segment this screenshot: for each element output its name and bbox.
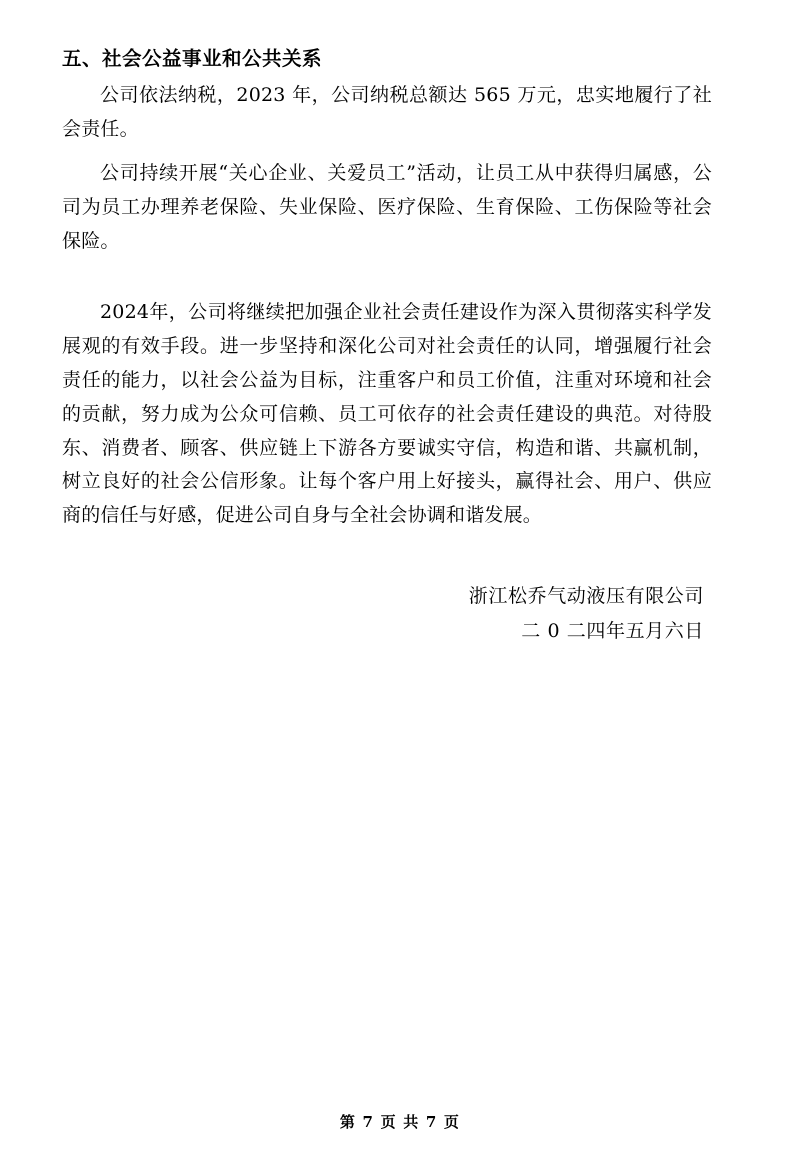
signature-block — [62, 579, 712, 649]
paragraph-outlook-2024: 2024年，公司将继续把加强企业社会责任建设作为深入贯彻落实科学发展观的有效手段。进一步坚持和深化公司对社会责任的认同，增强履行社会责任的能力，以社会公益为目标，注重客户和员工价值，注重对环境和社会的贡献，努力成为公众可信赖、员工可依存的社会责任建设的典范。对待股东、消费者、顾客、供应链上下游各方要诚实守信，构造和谐、共赢机制，树立良好的社会公信形象。让每个客户用上好接头，赢得社会、用户、供应商的信任与好感，促进公司自身与全社会协调和谐发展。 — [62, 301, 712, 527]
section-heading: 五、社会公益事业和公共关系 — [62, 47, 323, 70]
section-spacer — [62, 258, 712, 296]
page-footer: 第 7 页 共 7 页 — [339, 1113, 461, 1131]
paragraph-tax: 公司依法纳税，2023 年，公司纳税总额达 565 万元，忠实地履行了社会责任。 — [62, 84, 712, 141]
paragraph-employee-care: 公司持续开展“关心企业、关爱员工”活动，让员工从中获得归属感，公司为员工办理养老保险、失业保险、医疗保险、生育保险、工伤保险等社会保险。 — [62, 161, 712, 252]
document-body — [62, 44, 712, 649]
signature-date: 二 0 二四年五月六日 — [521, 620, 704, 643]
signature-company: 浙江松乔气动液压有限公司 — [468, 585, 704, 607]
paragraph-spacer — [62, 147, 712, 157]
